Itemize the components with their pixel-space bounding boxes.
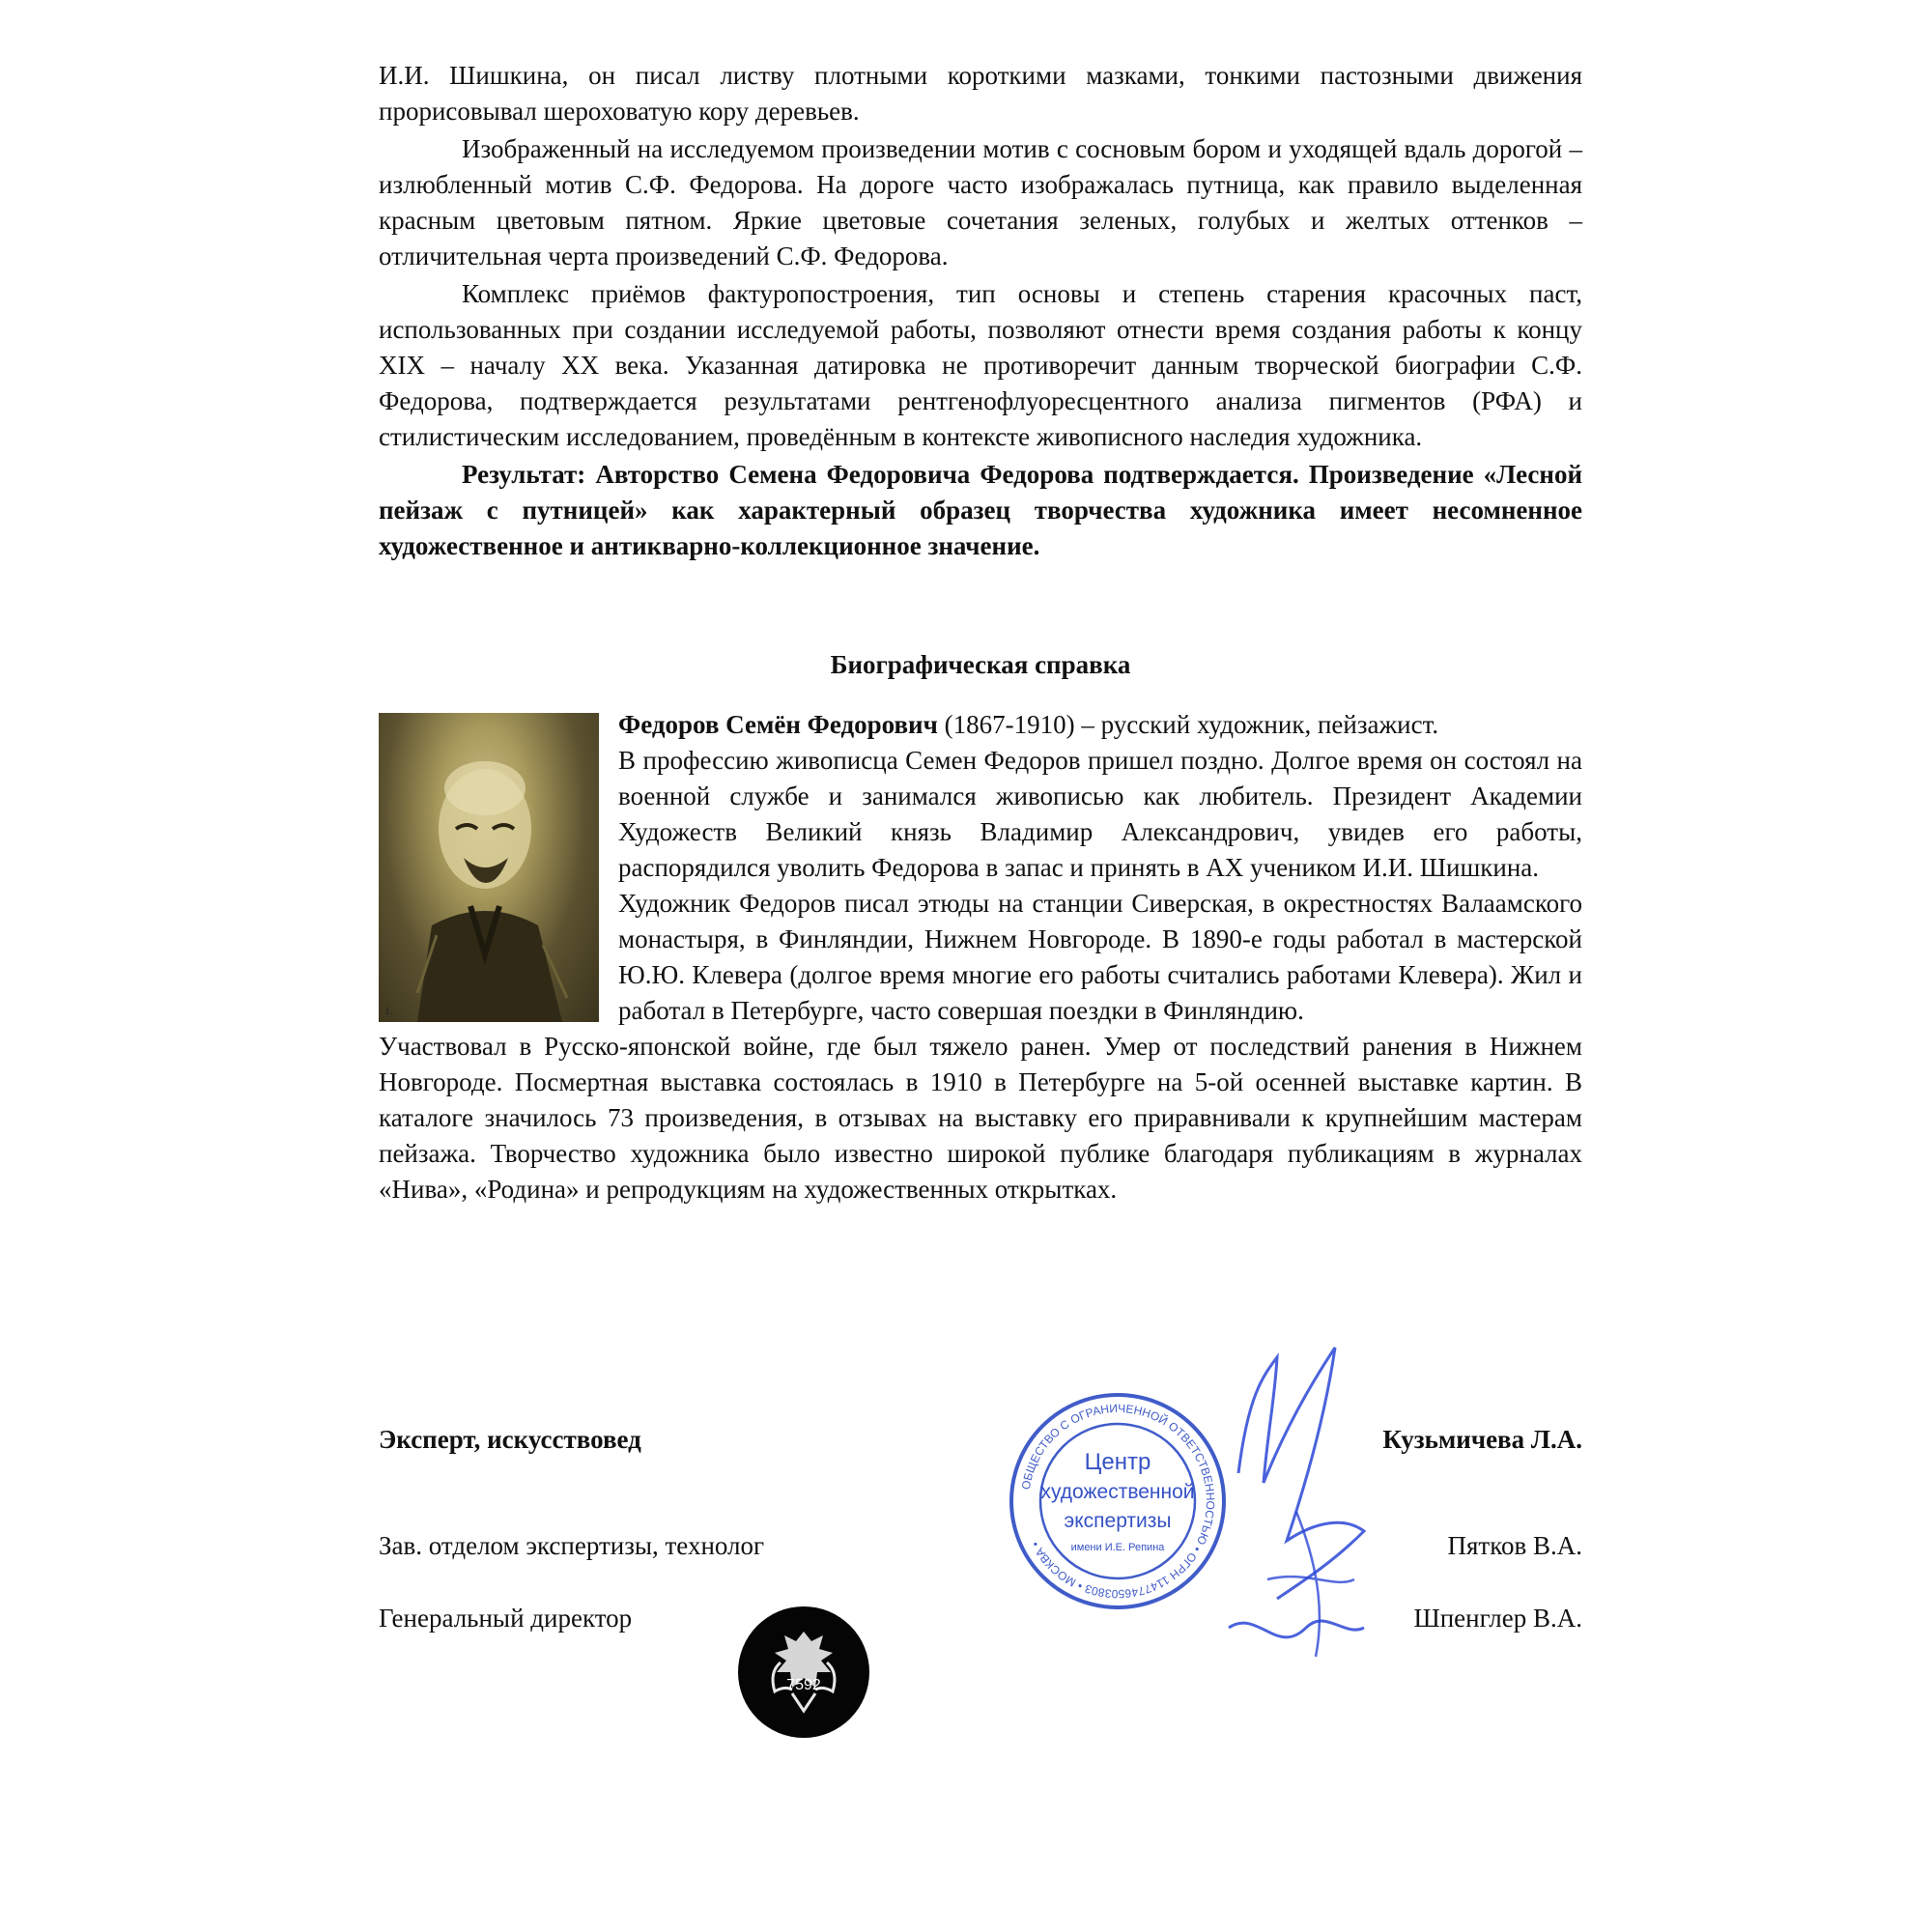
- seal-ring-text: ОБЩЕСТВО С ОГРАНИЧЕННОЙ ОТВЕТСТВЕННОСТЬЮ • ОГРН 1147746503803 • МОСКВА •: [1018, 1401, 1218, 1602]
- head-name: Пятков В.А.: [1447, 1531, 1582, 1560]
- artist-dates: (1867-1910) – русский художник, пейзажист.: [937, 710, 1439, 739]
- director-name: Шпенглер В.А.: [1413, 1604, 1582, 1633]
- artist-portrait: [379, 713, 599, 1022]
- bio-paragraph-3: Участвовал в Русско-японской войне, где был тяжело ранен. Умер от последствий ранения в Нижнем Новгороде. Посмертная выставка состоялась в 1910 в Петербурге на 5-ой осенней выставке картин. В каталоге значилось 73 произведения, в отзывах на выставку его приравнивали к крупнейшим мастерам пейзажа. Творчество художника было известно широкой публике благодаря публикациям в журналах «Нива», «Родина» и репродукциям на художественных открытках.: [379, 1032, 1582, 1204]
- director-role: Генеральный директор: [379, 1604, 633, 1633]
- bio-paragraph-2: Художник Федоров писал этюды на станции Сиверская, в окрестностях Валаамского монастыря, в Финляндии, Нижнем Новгороде. В 1890-е годы работал в мастерской Ю.Ю. Клевера (долгое время многие его работы считались работами Клевера). Жил и работал в Петербурге, часто совершая поездки в Финляндию.: [618, 889, 1582, 1025]
- bio-section: [379, 707, 1582, 1208]
- hologram-emblem: [736, 1605, 871, 1740]
- seal-line-3: экспертизы: [1064, 1510, 1172, 1532]
- emblem-number: 7592: [786, 1677, 821, 1693]
- seal-line-2: художественной: [1040, 1481, 1195, 1503]
- document-page: [379, 58, 1582, 1208]
- portrait-drawing: [379, 713, 599, 1022]
- signature-block: [379, 1401, 1582, 1763]
- artist-name: Федоров Семён Федорович: [618, 710, 938, 739]
- expert-role: Эксперт, искусствовед: [379, 1425, 641, 1454]
- seal-line-4: имени И.Е. Репина: [1070, 1542, 1165, 1553]
- bio-title: Биографическая справка: [830, 650, 1131, 679]
- seal-line-1: Центр: [1084, 1449, 1151, 1475]
- paragraph-continuation: И.И. Шишкина, он писал листву плотными короткими мазками, тонкими пастозными движения прорисовывал шероховатую кору деревьев.: [379, 61, 1582, 126]
- expert-name: Кузьмичева Л.А.: [1382, 1425, 1582, 1454]
- bio-paragraph-1: В профессию живописца Семен Федоров пришел поздно. Долгое время он состоял на военной службе и занимался живописью как любитель. Президент Академии Художеств Великий князь Владимир Александрович, увидев его работы, распорядился уволить Федорова в запас и принять в АХ учеником И.И. Шишкина.: [618, 746, 1582, 882]
- portrait-caption: 1.: [384, 1004, 393, 1017]
- paragraph-dating: Комплекс приёмов фактуропостроения, тип основы и степень старения красочных паст, использованных при создании исследуемой работы, позволяют отнести время создания работы к концу XIX – началу XX века. Указанная датировка не противоречит данным творческой биографии С.Ф. Федорова, подтверждается результатами рентгенофлуоресцентного анализа пигментов (РФА) и стилистическим исследованием, проведённым в контексте живописного наследия художника.: [379, 279, 1582, 451]
- head-role: Зав. отделом экспертизы, технолог: [379, 1531, 765, 1560]
- handwritten-signature: [1171, 1338, 1422, 1715]
- paragraph-motif: Изображенный на исследуемом произведении мотив с сосновым бором и уходящей вдаль дорогой – излюбленный мотив С.Ф. Федорова. На дороге часто изображалась путница, как правило выделенная красным цветовым пятном. Яркие цветовые сочетания зеленых, голубых и желтых оттенков – отличительная черта произведений С.Ф. Федорова.: [379, 134, 1582, 270]
- result-paragraph: Результат: Авторство Семена Федоровича Федорова подтверждается. Произведение «Лесной пейзаж с путницей» как характерный образец творчества художника имеет несомненное художественное и антикварно-коллекционное значение.: [379, 460, 1582, 560]
